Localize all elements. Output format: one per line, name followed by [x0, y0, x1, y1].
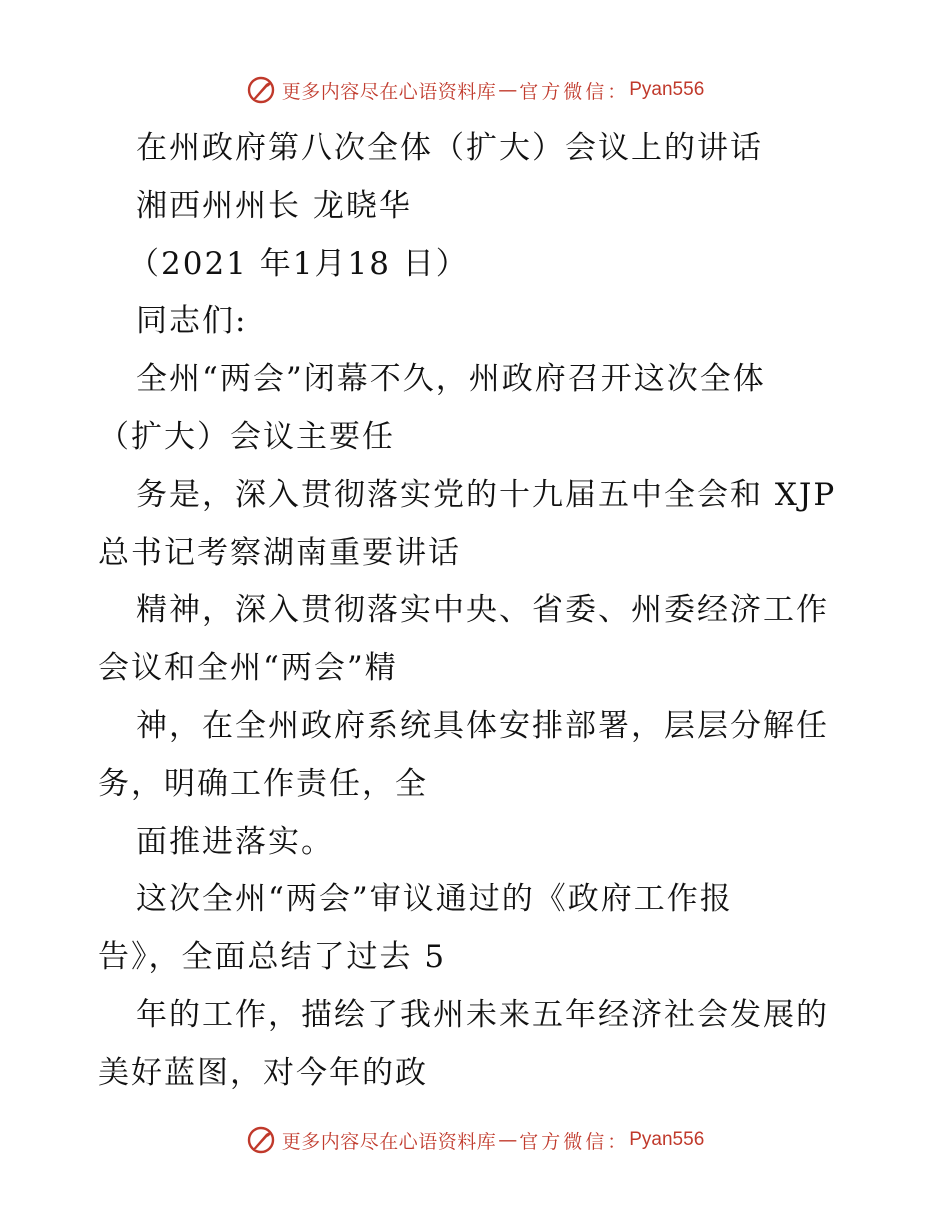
quill-circle-icon	[246, 75, 276, 105]
watermark-wechat-id: Pyan556	[629, 79, 705, 100]
paragraph-line: 总书记考察湖南重要讲话	[98, 534, 461, 571]
paragraph-line: 告》，全面总结了过去 5	[98, 939, 447, 976]
paragraph-line: 神，在全州政府系统具体安排部署，层层分解任	[136, 707, 829, 744]
paragraph-line: 务是，深入贯彻落实党的十九届五中全会和 XJP	[136, 476, 837, 513]
document-speaker: 湘西州州长 龙晓华	[136, 187, 412, 224]
watermark-brand: 更多内容尽在心语资料库	[281, 80, 497, 103]
watermark-separator: —	[498, 79, 518, 101]
watermark-official-label: 官方微信：	[519, 1130, 630, 1153]
paragraph-line: 面推进落实。	[136, 823, 334, 860]
watermark-footer	[0, 1120, 950, 1160]
watermark-wechat-id: Pyan556	[629, 1129, 705, 1150]
document-salutation: 同志们:	[136, 303, 248, 340]
paragraph-line: 美好蓝图，对今年的政	[98, 1054, 428, 1091]
watermark-header	[0, 70, 950, 110]
paragraph-line: 会议和全州“两会”精	[98, 650, 398, 687]
watermark-brand: 更多内容尽在心语资料库	[281, 1130, 497, 1153]
paragraph-line: 年的工作，描绘了我州未来五年经济社会发展的	[136, 996, 829, 1033]
watermark-official-label: 官方微信：	[519, 80, 630, 103]
paragraph-line: 务，明确工作责任，全	[98, 765, 428, 802]
paragraph-line: （扩大）会议主要任	[98, 418, 395, 455]
paragraph-line: 精神，深入贯彻落实中央、省委、州委经济工作	[136, 592, 829, 629]
quill-circle-icon	[246, 1125, 276, 1155]
paragraph-line: 全州“两会”闭幕不久，州政府召开这次全体	[136, 361, 766, 398]
paragraph-line: 这次全州“两会”审议通过的《政府工作报	[136, 881, 733, 918]
watermark-separator: —	[498, 1129, 518, 1151]
document-title: 在州政府第八次全体（扩大）会议上的讲话	[136, 130, 763, 166]
document-body	[98, 120, 856, 1103]
document-date: （2021 年1月18 日）	[128, 245, 469, 282]
